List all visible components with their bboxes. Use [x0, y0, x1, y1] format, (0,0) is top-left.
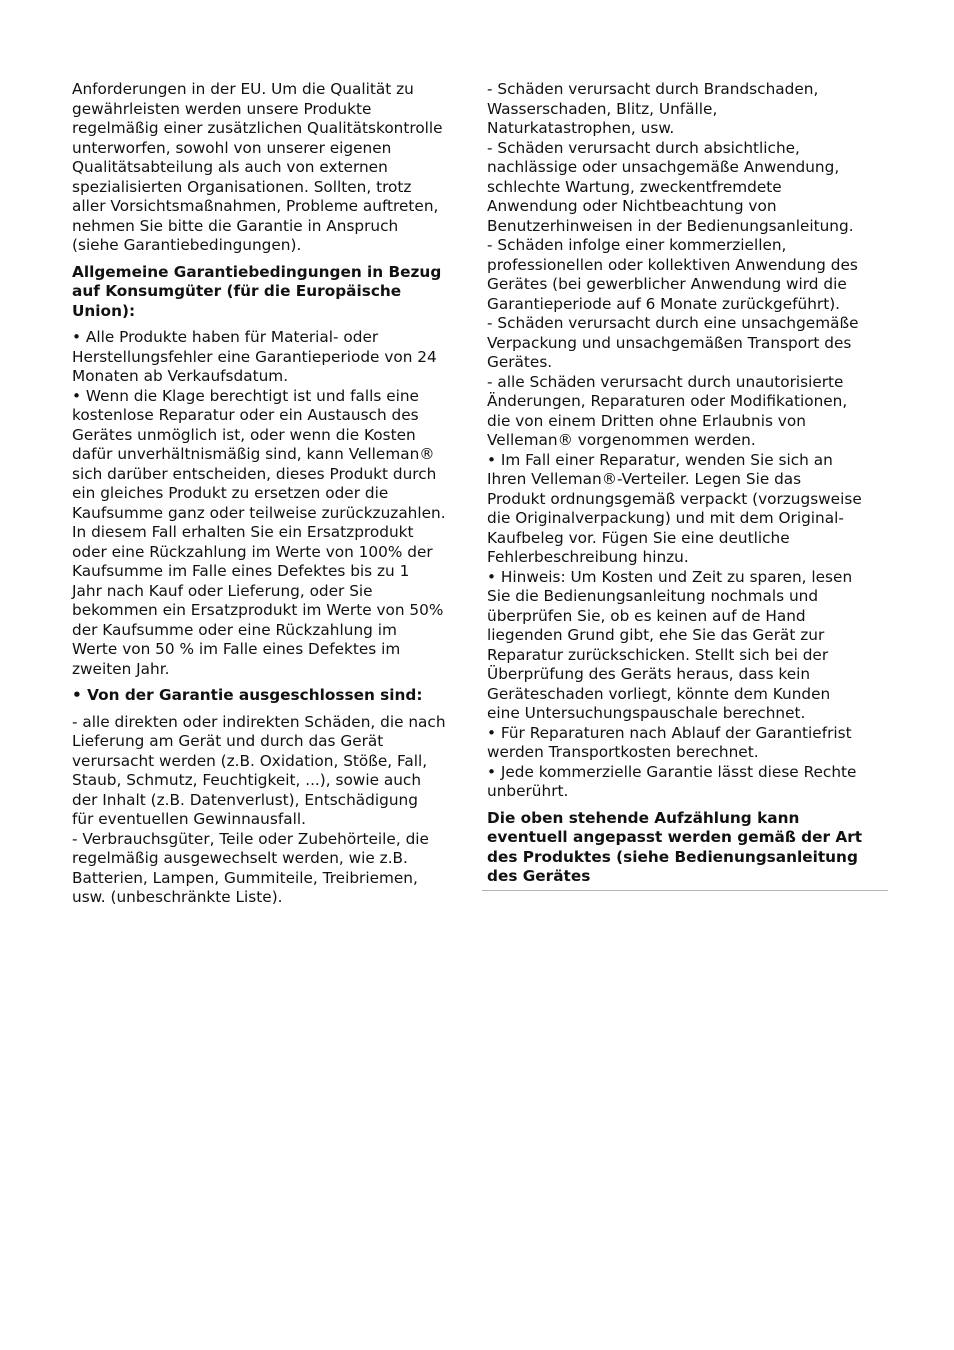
text-line: des Produktes (siehe Bedienungsanleitung — [487, 847, 858, 866]
text-line: nehmen Sie bitte die Garantie in Anspruch — [72, 216, 399, 235]
text-line: schlechte Wartung, zweckentfremdete — [487, 177, 782, 196]
text-line: Produkt ordnungsgemäß verpackt (vorzugsweise — [487, 489, 862, 508]
text-line: Die oben stehende Aufzählung kann — [487, 808, 800, 827]
text-line: Kaufbeleg vor. Fügen Sie eine deutliche — [487, 528, 790, 547]
text-line: - alle direkten oder indirekten Schäden, die nach — [72, 712, 446, 731]
text-line: Monaten ab Verkaufsdatum. — [72, 367, 289, 385]
text-line: Anwendung oder Nichtbeachtung von — [487, 197, 777, 215]
left-column — [72, 80, 474, 915]
exclusions-list-part2 — [487, 80, 889, 802]
text-line: - Schäden verursacht durch absichtliche, — [487, 138, 800, 157]
text-line: Ihren Velleman®-Verteiler. Legen Sie das — [487, 470, 802, 488]
text-line: dafür unverhältnismäßig sind, kann Velleman® — [72, 445, 435, 463]
text-line: - Schäden infolge einer kommerziellen, — [487, 236, 787, 254]
text-line: In diesem Fall erhalten Sie ein Ersatzprodukt — [72, 523, 414, 541]
text-line: liegenden Grund gibt, ehe Sie das Gerät zur — [487, 626, 825, 644]
text-line: für eventuellen Gewinnausfall. — [72, 810, 306, 828]
text-line: Werte von 50 % im Falle eines Defektes im — [72, 640, 401, 658]
text-line: Benutzerhinweisen in der Bedienungsanleitung. — [487, 216, 854, 235]
text-line: der Kaufsumme oder eine Rückzahlung im — [72, 620, 397, 639]
text-line: - alle Schäden verursacht durch unautorisierte — [487, 372, 844, 391]
text-line: eine Untersuchungspauschale berechnet. — [487, 704, 806, 722]
text-line: die von einem Dritten ohne Erlaubnis von — [487, 411, 806, 430]
text-line: - Schäden verursacht durch Brandschaden, — [487, 80, 819, 98]
text-line: • Im Fall einer Reparatur, wenden Sie sich an — [487, 450, 833, 469]
text-line: unterworfen, sowohl von unserer eigenen — [72, 138, 392, 157]
text-line: Sie die Bedienungsanleitung nochmals und — [487, 587, 819, 605]
text-line: bekommen ein Ersatzprodukt im Werte von 50% — [72, 601, 444, 619]
text-line: unberührt. — [487, 782, 569, 800]
exclusions-list-part1 — [72, 713, 474, 908]
text-line: auf Konsumgüter (für die Europäische — [72, 282, 402, 300]
text-line: Herstellungsfehler eine Garantieperiode von 24 — [72, 347, 437, 366]
text-line: eventuell angepasst werden gemäß der Art — [487, 828, 863, 846]
text-line: Gerätes (bei gewerblicher Anwendung wird die — [487, 275, 847, 293]
text-line: Wasserschaden, Blitz, Unfälle, — [487, 99, 718, 118]
text-line: ein gleiches Produkt zu ersetzen oder die — [72, 484, 389, 502]
closing-note — [487, 809, 889, 887]
text-line: - Schäden verursacht durch eine unsachgemäße — [487, 314, 859, 332]
text-line: Qualitätsabteilung als auch von externen — [72, 158, 388, 176]
text-line: des Gerätes — [487, 867, 591, 885]
text-line: oder eine Rückzahlung im Werte von 100% der — [72, 542, 433, 561]
text-line: • Jede kommerzielle Garantie lässt diese Rechte — [487, 762, 857, 781]
text-line: kostenlose Reparatur oder ein Austausch des — [72, 406, 419, 424]
text-line: Verpackung und unsachgemäßen Transport des — [487, 333, 852, 352]
text-line: Jahr nach Kauf oder Lieferung, oder Sie — [72, 581, 373, 600]
text-line: Überprüfung des Geräts heraus, dass kein — [487, 665, 811, 683]
text-line: • Von der Garantie ausgeschlossen sind: — [72, 686, 423, 704]
text-line: aller Vorsichtsmaßnahmen, Probleme auftreten, — [72, 197, 439, 215]
text-line: nachlässige oder unsachgemäße Anwendung, — [487, 158, 840, 176]
text-line: Allgemeine Garantiebedingungen in Bezug — [72, 262, 442, 281]
text-line: Kaufsumme im Falle eines Defektes bis zu 1 — [72, 562, 410, 580]
intro-paragraph — [72, 80, 474, 256]
text-line: - Verbrauchsgüter, Teile oder Zubehörteile, die — [72, 829, 429, 848]
text-line: sich darüber entscheiden, dieses Produkt durch — [72, 464, 437, 483]
text-line: professionellen oder kollektiven Anwendung des — [487, 255, 858, 274]
text-line: Batterien, Lampen, Gummiteile, Treibriemen, — [72, 868, 418, 887]
text-line: Gerätes. — [487, 353, 553, 371]
text-line: Staub, Schmutz, Feuchtigkeit, ...), sowie auch — [72, 771, 422, 789]
text-line: der Inhalt (z.B. Datenverlust), Entschädigung — [72, 790, 418, 809]
text-line: Änderungen, Reparaturen oder Modifikationen, — [487, 392, 848, 410]
bottom-divider — [482, 890, 888, 891]
text-line: Lieferung am Gerät und durch das Gerät — [72, 732, 384, 750]
exclusions-heading — [72, 686, 474, 706]
text-line: werden Transportkosten berechnet. — [487, 743, 759, 761]
text-line: Kaufsumme ganz oder teilweise zurückzuzahlen. — [72, 503, 446, 522]
text-line: verursacht werden (z.B. Oxidation, Stöße, Fall, — [72, 751, 428, 770]
text-line: regelmäßig einer zusätzlichen Qualitätskontrolle — [72, 119, 443, 137]
text-line: (siehe Garantiebedingungen). — [72, 236, 302, 254]
text-line: Gerätes unmöglich ist, oder wenn die Kosten — [72, 425, 416, 444]
text-line: Fehlerbeschreibung hinzu. — [487, 548, 689, 566]
text-line: die Originalverpackung) und mit dem Original- — [487, 509, 844, 527]
text-line: regelmäßig ausgewechselt werden, wie z.B. — [72, 849, 408, 867]
text-line: • Für Reparaturen nach Ablauf der Garantiefrist — [487, 723, 852, 742]
warranty-conditions-heading — [72, 263, 474, 322]
text-line: Reparatur zurückschicken. Stellt sich bei der — [487, 645, 829, 664]
text-line: gewährleisten werden unsere Produkte — [72, 99, 372, 118]
text-line: zweiten Jahr. — [72, 659, 170, 678]
text-line: Union): — [72, 301, 136, 320]
warranty-terms-paragraph — [72, 328, 474, 679]
text-line: spezialisierten Organisationen. Sollten, trotz — [72, 177, 412, 196]
text-line: usw. (unbeschränkte Liste). — [72, 888, 283, 906]
text-line: • Wenn die Klage berechtigt ist und falls eine — [72, 386, 419, 405]
text-line: • Hinweis: Um Kosten und Zeit zu sparen, lesen — [487, 567, 853, 586]
text-line: Anforderungen in der EU. Um die Qualität zu — [72, 80, 414, 98]
text-line: Velleman® vorgenommen werden. — [487, 431, 756, 449]
text-line: Garantieperiode auf 6 Monate zurückgeführt). — [487, 294, 841, 313]
text-line: Geräteschaden vorliegt, könnte dem Kunden — [487, 684, 831, 703]
right-column — [487, 80, 889, 894]
text-line: Naturkatastrophen, usw. — [487, 119, 675, 137]
text-line: • Alle Produkte haben für Material- oder — [72, 328, 379, 346]
text-line: überprüfen Sie, ob es keinen auf de Hand — [487, 606, 806, 625]
